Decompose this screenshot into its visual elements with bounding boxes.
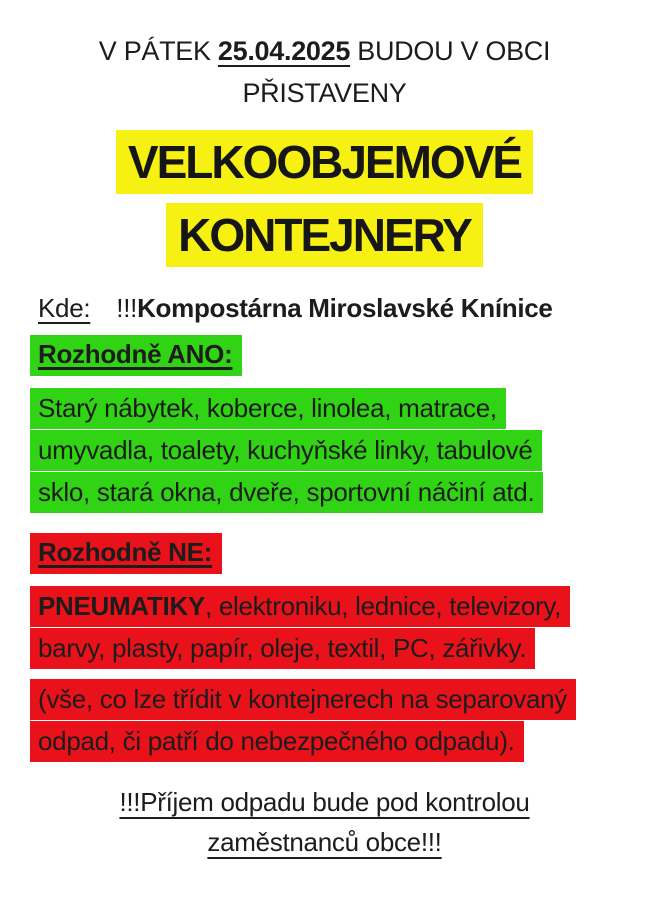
footer-line-1: !!!Příjem odpadu bude pod kontrolou bbox=[119, 787, 530, 817]
where-label: Kde: bbox=[38, 293, 91, 323]
header-line-1 bbox=[0, 30, 649, 72]
where-line bbox=[30, 291, 649, 325]
where-value: Kompostárna Miroslavské Knínice bbox=[137, 293, 553, 323]
no-items-line-1 bbox=[30, 586, 570, 627]
main-title bbox=[0, 130, 649, 267]
body-content bbox=[0, 291, 649, 762]
no-items-line-2: barvy, plasty, papír, oleje, textil, PC, zářivky. bbox=[30, 628, 535, 669]
no-note-line-2: odpad, či patří do nebezpečného odpadu). bbox=[30, 721, 524, 762]
yes-items-line-2: umyvadla, toalety, kuchyňské linky, tabulové bbox=[30, 430, 542, 471]
yes-items-paragraph bbox=[30, 388, 649, 513]
title-line-2: KONTEJNERY bbox=[166, 203, 483, 267]
no-section-heading-row bbox=[30, 533, 649, 574]
no-items-line-1-rest: , elektroniku, lednice, televizory, bbox=[204, 591, 562, 621]
header bbox=[0, 30, 649, 114]
no-items-paragraph bbox=[30, 586, 649, 669]
no-note-paragraph bbox=[30, 679, 649, 762]
where-bangs: !!! bbox=[116, 293, 138, 323]
title-line-1: VELKOOBJEMOVÉ bbox=[116, 130, 533, 194]
footer-line-2: zaměstnanců obce!!! bbox=[207, 827, 442, 857]
yes-items-line-3: sklo, stará okna, dveře, sportovní náčiní atd. bbox=[30, 472, 543, 513]
yes-section-heading: Rozhodně ANO: bbox=[30, 335, 242, 376]
header-line-1-suffix: BUDOU V OBCI bbox=[350, 36, 551, 66]
yes-items-line-1: Starý nábytek, koberce, linolea, matrace, bbox=[30, 388, 506, 429]
footer-notice bbox=[0, 782, 649, 862]
yes-section-heading-row bbox=[30, 335, 649, 376]
header-line-2: PŘISTAVENY bbox=[242, 78, 407, 108]
header-line-1-prefix: V PÁTEK bbox=[98, 36, 218, 66]
no-section-heading: Rozhodně NE: bbox=[30, 533, 222, 574]
no-note-line-1: (vše, co lze třídit v kontejnerech na separovaný bbox=[30, 679, 576, 720]
event-date: 25.04.2025 bbox=[217, 36, 351, 66]
no-items-bold-lead: PNEUMATIKY bbox=[38, 591, 205, 621]
